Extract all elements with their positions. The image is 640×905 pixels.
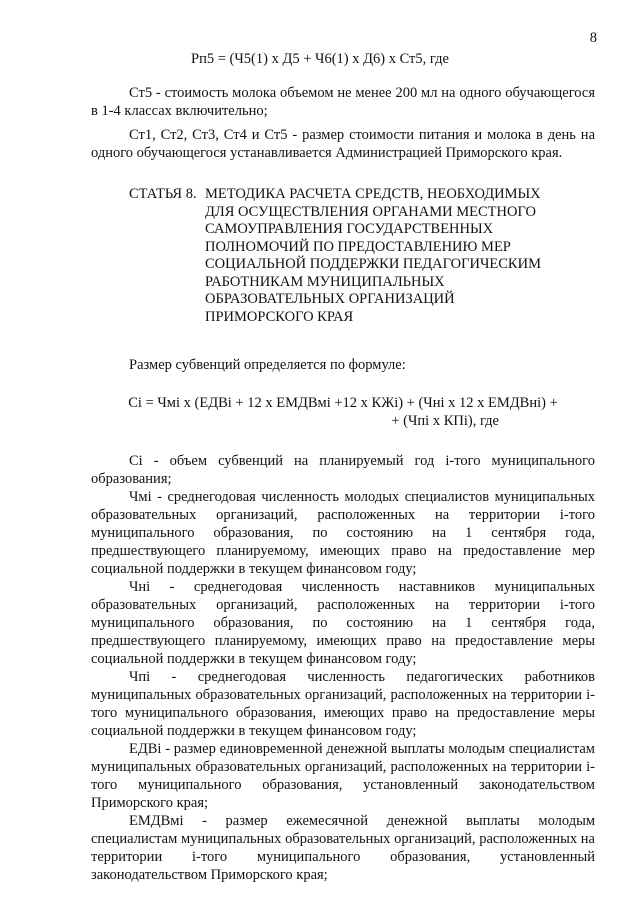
article-title-line: ОБРАЗОВАТЕЛЬНЫХ ОРГАНИЗАЦИЙ bbox=[205, 291, 455, 307]
definition-chmi: Чмi - среднегодовая численность молодых специалистов муниципальных образовательных организаций, расположенных на территории i-того муниципального образования, по состоянию на 1 сентября года, предшествующего планируемому, имеющих право на предоставление мер социальной поддержки в текущем финансовом году; bbox=[91, 489, 595, 577]
definitions-list bbox=[91, 452, 595, 884]
article-title-line: САМОУПРАВЛЕНИЯ ГОСУДАРСТВЕННЫХ bbox=[205, 221, 494, 237]
formula-ci-line2: + (Чпi х КПi), где bbox=[391, 413, 499, 429]
article-title-line: СОЦИАЛЬНОЙ ПОДДЕРЖКИ ПЕДАГОГИЧЕСКИМ bbox=[205, 256, 541, 272]
definition-ci: Ci - объем субвенций на планируемый год i-того муниципального образования; bbox=[91, 453, 595, 487]
definition-chni: Чнi - среднегодовая численность наставников муниципальных образовательных организаций, расположенных на территории i-того муниципального образования, по состоянию на 1 сентября года, предшествующего планируемому, имеющих право на предоставление меры социальной поддержки в текущем финансовом году; bbox=[91, 579, 595, 667]
definition-edvi: ЕДВi - размер единовременной денежной выплаты молодым специалистам муниципальных образовательных организаций, расположенных на территории i-того муниципального образования, установленный законодательством Приморского края; bbox=[91, 741, 595, 811]
article-title-line: ДЛЯ ОСУЩЕСТВЛЕНИЯ ОРГАНАМИ МЕСТНОГО bbox=[205, 203, 536, 220]
article-title-line: РАБОТНИКАМ МУНИЦИПАЛЬНЫХ bbox=[205, 273, 445, 290]
paragraph-st-cost: Ст1, Ст2, Ст3, Ст4 и Ст5 - размер стоимости питания и молока в день на одного обучающегося устанавливается Администрацией Приморского края. bbox=[91, 127, 595, 161]
definition-chpi: Чпi - среднегодовая численность педагогических работников муниципальных образовательных организаций, расположенных на территории i-того муниципального образования, имеющих право на предоставление меры социальной поддержки в текущем финансовом году; bbox=[91, 669, 595, 739]
page-number: 8 bbox=[589, 30, 597, 46]
formula-ci-line1: Ci = Чмi х (ЕДВi + 12 х ЕМДВмi +12 х КЖi) + (Чнi х 12 х ЕМДВнi) + bbox=[128, 395, 558, 411]
article-heading bbox=[129, 186, 595, 326]
article-title-line: ПОЛНОМОЧИЙ ПО ПРЕДОСТАВЛЕНИЮ МЕР bbox=[205, 238, 511, 255]
definition-emdvmi: ЕМДВмi - размер ежемесячной денежной выплаты молодым специалистам муниципальных образовательных организаций, расположенных на территории i-того муниципального образования, установленный законодательством Приморского края; bbox=[91, 813, 595, 883]
formula-rp5: Рп5 = (Ч5(1) х Д5 + Ч6(1) х Д6) х Ст5, где bbox=[191, 51, 449, 67]
article-title-line: МЕТОДИКА РАСЧЕТА СРЕДСТВ, НЕОБХОДИМЫХ bbox=[205, 186, 541, 202]
formula-intro: Размер субвенций определяется по формуле: bbox=[129, 357, 406, 373]
paragraph-st5: Ст5 - стоимость молока объемом не менее 200 мл на одного обучающегося в 1-4 классах включительно; bbox=[91, 85, 595, 119]
article-title-line: ПРИМОРСКОГО КРАЯ bbox=[205, 308, 354, 325]
article-title-lines bbox=[205, 186, 585, 326]
article-label: СТАТЬЯ 8. bbox=[129, 186, 197, 202]
formula-ci bbox=[91, 394, 595, 430]
document-body bbox=[91, 84, 595, 884]
